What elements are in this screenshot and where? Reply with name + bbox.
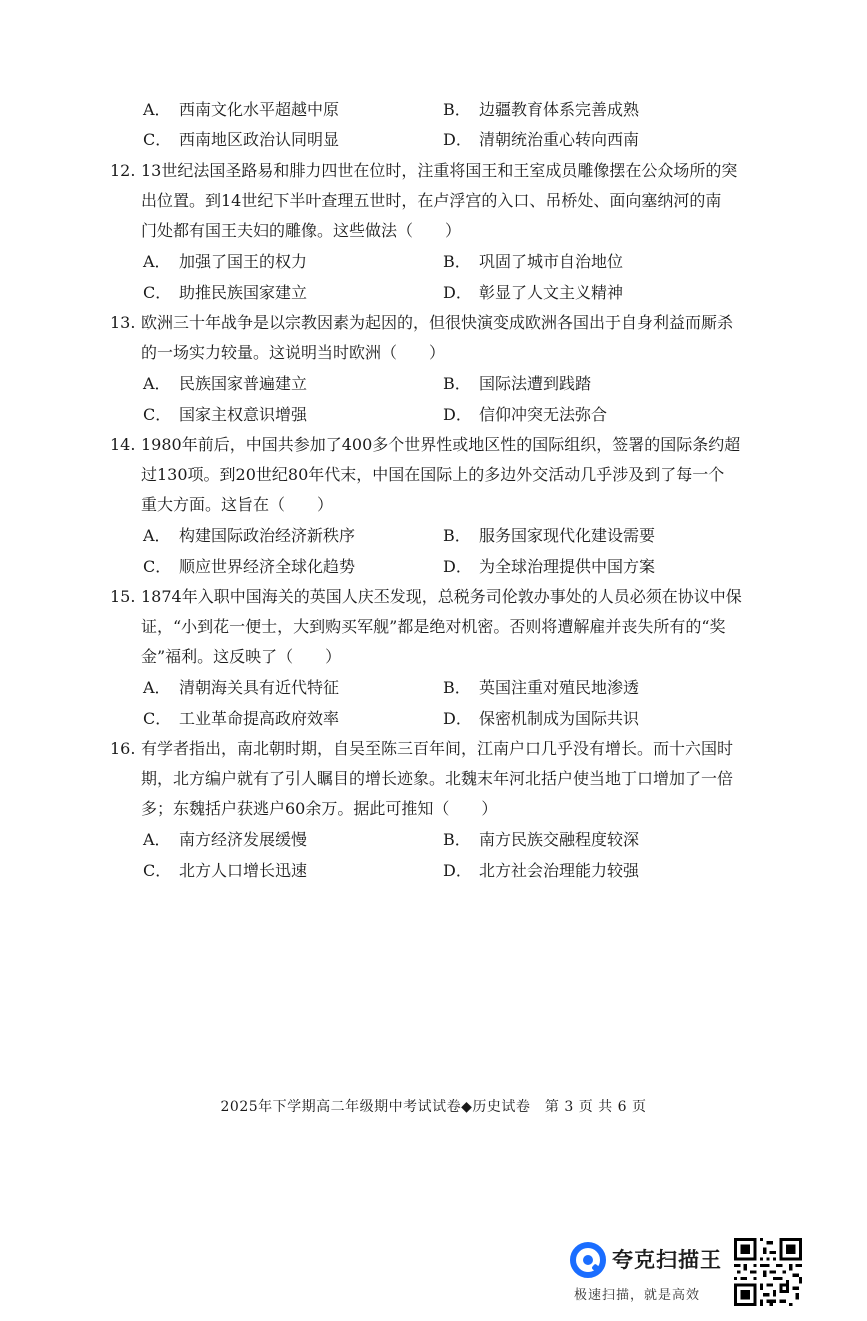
q13-number: 13. <box>110 313 136 332</box>
q14-option-c: C． 顺应世界经济全球化趋势 <box>143 557 356 576</box>
q16-option-b: B． 南方民族交融程度较深 <box>443 830 640 849</box>
q15-number: 15. <box>110 587 136 606</box>
q12-number: 12. <box>110 161 136 180</box>
q15-option-b: B． 英国注重对殖民地渗透 <box>443 678 640 697</box>
q12-stem-line-3: 门处都有国王夫妇的雕像。这些做法（ ） <box>141 221 462 240</box>
q14-stem-line-2: 过130项。到20世纪80年代末，中国在国际上的多边外交活动几乎涉及到了每一个 <box>141 465 725 484</box>
q12-options-row-1 <box>0 249 867 275</box>
q12-stem-line-1: 13世纪法国圣路易和腓力四世在位时，注重将国王和王室成员雕像摆在公众场所的突 <box>141 161 738 180</box>
q15-option-d: D． 保密机制成为国际共识 <box>443 709 640 728</box>
q16-stem-line-3: 多；东魏括户获逃户60余万。据此可推知（ ） <box>141 799 498 818</box>
q12-options-row-2 <box>0 280 867 306</box>
q15-stem-line-3: 金”福利。这反映了（ ） <box>141 647 342 666</box>
q13-options-row-2 <box>0 402 867 428</box>
q12-option-c: C． 助推民族国家建立 <box>143 283 308 302</box>
q16-option-c: C． 北方人口增长迅速 <box>143 861 308 880</box>
q13-stem-line-1: 欧洲三十年战争是以宗教因素为起因的，但很快演变成欧洲各国出于自身利益而厮杀 <box>141 313 734 332</box>
q14-stem-line-1: 1980年前后，中国共参加了400多个世界性或地区性的国际组织，签署的国际条约超 <box>141 435 741 454</box>
q16-number: 16. <box>110 739 136 758</box>
q12-option-b: B． 巩固了城市自治地位 <box>443 252 624 271</box>
scanner-watermark <box>570 1240 730 1310</box>
q14-options-row-2 <box>0 554 867 580</box>
q13-option-c: C． 国家主权意识增强 <box>143 405 308 424</box>
q16-stem-line-2: 期，北方编户就有了引人瞩目的增长迹象。北魏末年河北括户使当地丁口增加了一倍 <box>141 769 734 788</box>
q15-stem-line-2: 证，“小到花一便士，大到购买军舰”都是绝对机密。否则将遭解雇并丧失所有的“奖 <box>141 617 726 636</box>
q14-stem-line-3: 重大方面。这旨在（ ） <box>141 495 334 514</box>
q11-option-c: C． 西南地区政治认同明显 <box>143 130 340 149</box>
q16-option-d: D． 北方社会治理能力较强 <box>443 861 640 880</box>
brand-slogan: 极速扫描，就是高效 <box>574 1288 701 1303</box>
quark-logo-icon <box>570 1242 606 1278</box>
q15-options-row-2 <box>0 706 867 732</box>
q12-option-a: A． 加强了国王的权力 <box>143 252 308 271</box>
q15-option-a: A． 清朝海关具有近代特征 <box>143 678 340 697</box>
q12-stem-line-2: 出位置。到14世纪下半叶查理五世时，在卢浮宫的入口、吊桥处、面向塞纳河的南 <box>141 191 722 210</box>
q16-option-a: A． 南方经济发展缓慢 <box>143 830 308 849</box>
q11-option-d: D． 清朝统治重心转向西南 <box>443 130 640 149</box>
q11-option-b: B． 边疆教育体系完善成熟 <box>443 100 640 119</box>
q14-option-a: A． 构建国际政治经济新秩序 <box>143 526 356 545</box>
q14-option-d: D． 为全球治理提供中国方案 <box>443 557 656 576</box>
q13-option-d: D． 信仰冲突无法弥合 <box>443 405 608 424</box>
q11-options-row-2 <box>0 127 867 153</box>
q12-option-d: D． 彰显了人文主义精神 <box>443 283 624 302</box>
q13-option-b: B． 国际法遭到践踏 <box>443 374 592 393</box>
q16-options-row-2 <box>0 858 867 884</box>
q14-option-b: B． 服务国家现代化建设需要 <box>443 526 656 545</box>
brand-name: 夸克扫描王 <box>612 1248 722 1272</box>
q15-options-row-1 <box>0 675 867 701</box>
q16-options-row-1 <box>0 827 867 853</box>
q16-stem-line-1: 有学者指出，南北朝时期，自吴至陈三百年间，江南户口几乎没有增长。而十六国时 <box>141 739 734 758</box>
q14-options-row-1 <box>0 523 867 549</box>
q11-option-a: A． 西南文化水平超越中原 <box>143 100 340 119</box>
q14-number: 14. <box>110 435 136 454</box>
q13-option-a: A． 民族国家普遍建立 <box>143 374 308 393</box>
q15-stem-line-1: 1874年入职中国海关的英国人庆丕发现，总税务司伦敦办事处的人员必须在协议中保 <box>141 587 742 606</box>
q15-option-c: C． 工业革命提高政府效率 <box>143 709 340 728</box>
q13-stem-line-2: 的一场实力较量。这说明当时欧洲（ ） <box>141 343 446 362</box>
qr-code-icon <box>734 1238 802 1306</box>
q13-options-row-1 <box>0 371 867 397</box>
page-footer: 2025年下学期高二年级期中考试试卷◆历史试卷 第 3 页 共 6 页 <box>220 1099 647 1115</box>
q11-options-row-1 <box>0 97 867 123</box>
